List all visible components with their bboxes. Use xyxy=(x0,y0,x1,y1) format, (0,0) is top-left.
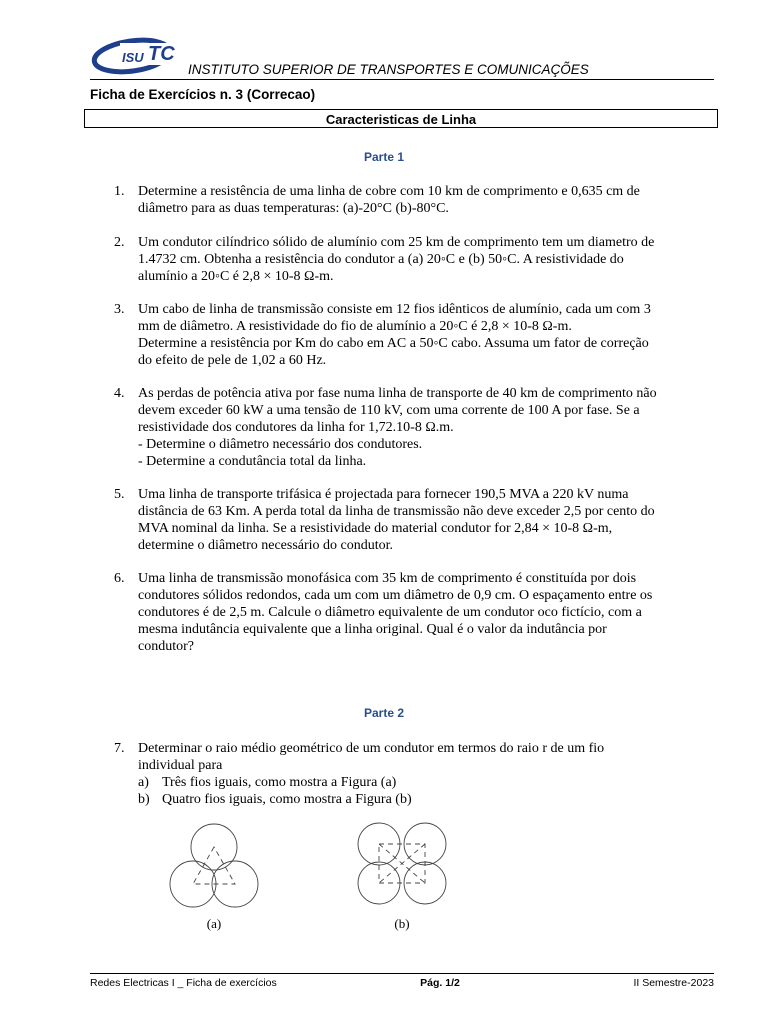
question-line: determine o diâmetro necessário do condutor. xyxy=(138,538,394,553)
question-1 xyxy=(114,183,714,217)
footer-page-number: Pág. 1/2 xyxy=(420,977,460,989)
question-4 xyxy=(114,385,714,470)
parte2-heading: Parte 2 xyxy=(363,706,405,720)
question-line: distância de 63 Km. A perda total da linha de transmissão não deve exceder 2,5 por cento do xyxy=(138,504,655,519)
question-line: resistividade dos condutores da linha for 1,72.10-8 Ω.m. xyxy=(138,420,454,435)
question-line: Determinar o raio médio geométrico de um condutor em termos do raio r de um fio xyxy=(138,741,605,756)
footer-course: Redes Electricas I _ Ficha de exercícios xyxy=(90,977,277,989)
footer-rule xyxy=(90,973,714,974)
question-line: - Determine o diâmetro necessário dos condutores. xyxy=(138,437,423,452)
sub-item-label: a) xyxy=(138,775,149,790)
question-5 xyxy=(114,486,714,554)
conductor-figures xyxy=(164,820,464,935)
question-line: mm de diâmetro. A resistividade do fio de alumínio a 20◦C é 2,8 × 10-8 Ω-m. xyxy=(138,319,572,334)
question-line: MVA nominal da linha. Se a resistividade do material condutor for 2,84 × 10-8 Ω-m, xyxy=(138,521,613,536)
question-line: mesma indutância equivalente que a linha original. Qual é o valor da indutância por xyxy=(138,622,607,637)
figure-a-label: (a) xyxy=(206,916,222,931)
question-number: 7. xyxy=(114,741,125,756)
question-number: 6. xyxy=(114,571,125,586)
question-7 xyxy=(114,740,714,808)
question-number: 2. xyxy=(114,235,125,250)
sub-item-b xyxy=(138,791,714,808)
question-line: 1.4732 cm. Obtenha a resistência do condutor a (a) 20◦C e (b) 50◦C. A resistividade do xyxy=(138,252,624,267)
question-line: As perdas de potência ativa por fase numa linha de transporte de 40 km de comprimento não xyxy=(138,386,657,401)
question-line: - Determine a condutância total da linha. xyxy=(138,454,367,469)
question-2 xyxy=(114,234,714,285)
question-number: 5. xyxy=(114,487,125,502)
question-line: diâmetro para as duas temperaturas: (a)-20°C (b)-80°C. xyxy=(138,201,449,216)
isutc-logo xyxy=(90,36,190,78)
question-line: do efeito de pele de 1,02 a 60 Hz. xyxy=(138,353,327,368)
question-line: alumínio a 20◦C é 2,8 × 10-8 Ω-m. xyxy=(138,269,334,284)
figure-a-three-wires xyxy=(170,824,258,907)
sheet-title: Ficha de Exercícios n. 3 (Correcao) xyxy=(90,87,316,102)
sub-item-label: b) xyxy=(138,792,150,807)
sub-item-a xyxy=(138,774,714,791)
figure-b-label: (b) xyxy=(394,916,410,931)
sub-item-text: Três fios iguais, como mostra a Figura (a) xyxy=(162,775,397,790)
question-line: Um condutor cilíndrico sólido de alumínio com 25 km de comprimento tem um diametro de xyxy=(138,235,655,250)
footer-semester: II Semestre-2023 xyxy=(633,977,714,989)
question-line: Um cabo de linha de transmissão consiste em 12 fios idênticos de alumínio, cada um com 3 xyxy=(138,302,651,317)
question-line: Determine a resistência por Km do cabo em AC a 50◦C cabo. Assuma um fator de correção xyxy=(138,336,649,351)
sub-item-text: Quatro fios iguais, como mostra a Figura (b) xyxy=(162,792,412,807)
question-line: devem exceder 60 kW a uma tensão de 110 kV, com uma corrente de 100 A por fase. Se a xyxy=(138,403,640,418)
institute-name: INSTITUTO SUPERIOR DE TRANSPORTES E COMUNICAÇÕES xyxy=(188,62,589,77)
question-line: Determine a resistência de uma linha de cobre com 10 km de comprimento e 0,635 cm de xyxy=(138,184,640,199)
svg-text:TC: TC xyxy=(148,43,175,65)
question-line: condutor? xyxy=(138,639,194,654)
question-line: individual para xyxy=(138,758,223,773)
header-rule xyxy=(90,79,714,80)
figure-b-four-wires xyxy=(358,823,446,904)
svg-text:ISU: ISU xyxy=(122,50,144,65)
question-line: Uma linha de transporte trifásica é projectada para fornecer 190,5 MVA a 220 kV numa xyxy=(138,487,629,502)
question-number: 3. xyxy=(114,302,125,317)
question-line: Uma linha de transmissão monofásica com 35 km de comprimento é constituída por dois xyxy=(138,571,637,586)
subject-box: Caracteristicas de Linha xyxy=(84,109,718,128)
question-number: 4. xyxy=(114,386,125,401)
question-line: condutores sólidos redondos, cada um com um diâmetro de 0,9 cm. O espaçamento entre os xyxy=(138,588,653,603)
question-3 xyxy=(114,301,714,369)
parte1-heading: Parte 1 xyxy=(363,150,405,164)
question-line: condutores é de 2,5 m. Calcule o diâmetro equivalente de um condutor oco fictício, com a xyxy=(138,605,642,620)
question-6 xyxy=(114,570,714,655)
question-number: 1. xyxy=(114,184,125,199)
